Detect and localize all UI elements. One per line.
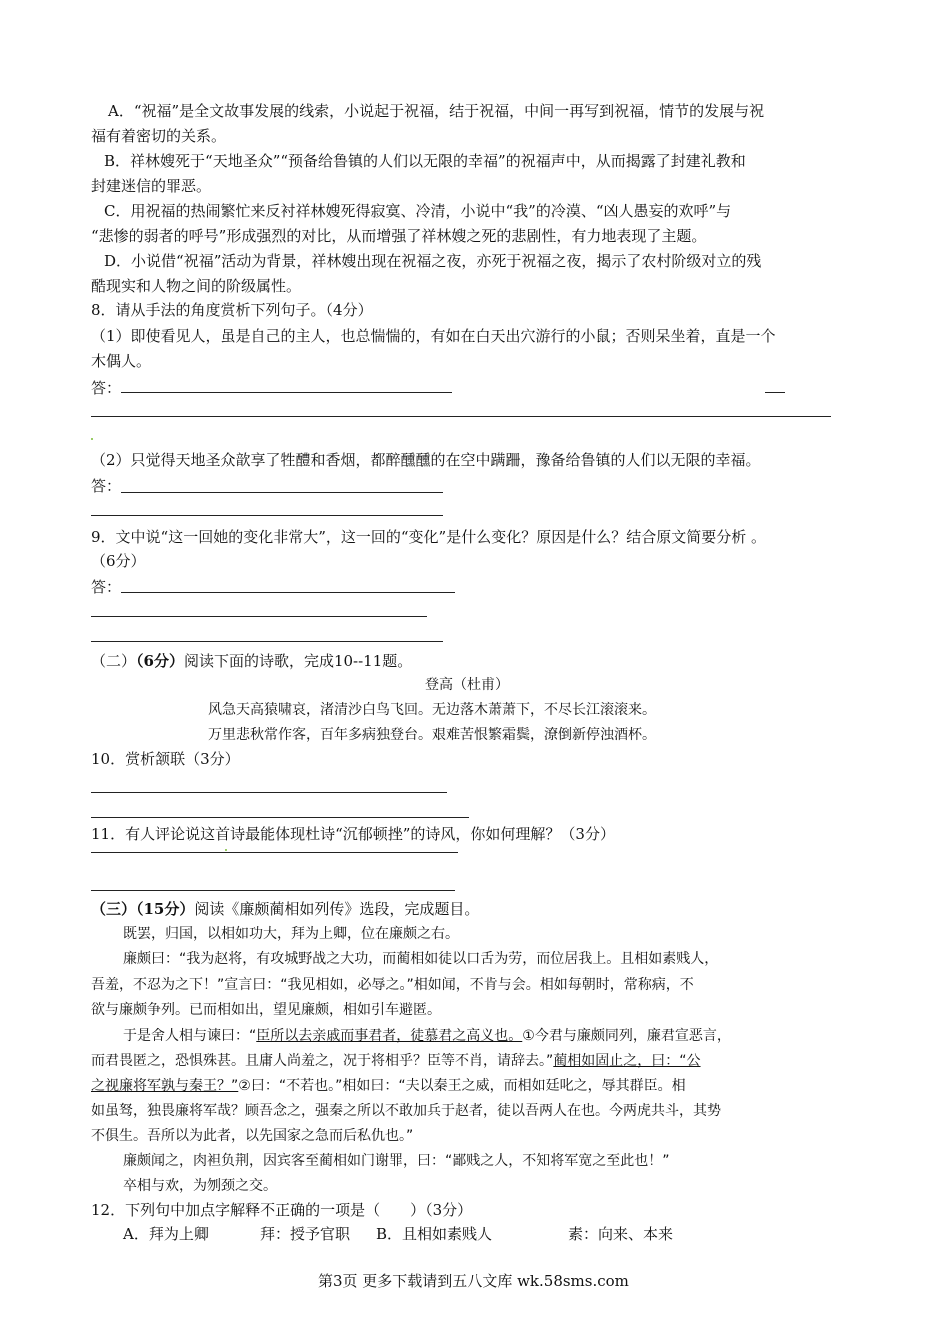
stray-mark: [225, 849, 227, 851]
option-a-line2: 福有着密切的关系。: [91, 127, 227, 145]
passage-text: ①今君与廉颇同列，廉君宣恶言，: [522, 1028, 731, 1044]
option-b-line1: B．祥林嫂死于“天地圣众”“预备给鲁镇的人们以无限的幸福”的祝福声中，从而揭露了封建礼教和: [104, 152, 746, 170]
stray-mark: [91, 438, 93, 440]
section-3-heading: [91, 899, 479, 919]
passage-paragraph-3-line5: 不俱生。吾所以为此者，以先国家之急而后私仇也。”: [91, 1128, 414, 1144]
option-a-line1: A．“祝福”是全文故事发展的线索，小说起于祝福，结于祝福，中间一再写到祝福，情节的发展与祝: [108, 102, 765, 120]
passage-text: ②曰：“不若也。”相如曰：“夫以秦王之威，而相如廷叱之，辱其群臣。相: [238, 1078, 686, 1094]
option-d-line2: 酷现实和人物之间的阶级属性。: [91, 277, 302, 295]
answer-line[interactable]: [765, 392, 785, 393]
passage-paragraph-2-line2: 吾羞，不忍为之下！”宣言曰：“我见相如，必辱之。”相如闻，不肯与会。相如每朝时，常称病，不: [91, 977, 694, 993]
question-12-option-a: A．拜为上卿: [123, 1225, 209, 1243]
question-9-answer-label: 答：: [91, 578, 122, 596]
poem-line-1: 风急天高猿啸哀，渚清沙白鸟飞回。无边落木萧萧下，不尽长江滚滚来。: [208, 702, 656, 718]
question-12-stem: 12．下列句中加点字解释不正确的一项是（ ）（3分）: [91, 1201, 473, 1219]
answer-line[interactable]: [91, 416, 831, 417]
passage-paragraph-4: 廉颇闻之，肉袒负荆，因宾客至蔺相如门谢罪，曰：“鄙贱之人，不知将军宽之至此也！”: [123, 1153, 670, 1169]
section-2-score: （6分）: [136, 652, 184, 670]
question-12-option-b: B．且相如素贱人: [376, 1225, 493, 1243]
answer-line[interactable]: [91, 641, 443, 642]
section-2-heading: [91, 651, 412, 671]
section-2-prefix: （二）: [91, 652, 137, 670]
option-c-line2: “悲惨的弱者的呼号”形成强烈的对比，从而增强了祥林嫂之死的悲剧性，有力地表现了主题。: [91, 227, 707, 245]
answer-line[interactable]: [91, 515, 443, 516]
question-12-gloss-a: 拜：授予官职: [260, 1225, 351, 1243]
section-2-instruction: 阅读下面的诗歌，完成10--11题。: [183, 652, 413, 670]
question-8-title: 8．请从手法的角度赏析下列句子。（4分）: [91, 301, 373, 319]
passage-paragraph-3-line1: [123, 1026, 731, 1046]
passage-paragraph-5: 卒相与欢，为刎颈之交。: [123, 1178, 277, 1194]
passage-paragraph-3-line2: [91, 1051, 701, 1071]
question-8-answer-label-1: 答：: [91, 379, 122, 397]
answer-line[interactable]: [91, 852, 458, 853]
question-12-gloss-b: 素：向来、本来: [568, 1225, 674, 1243]
page-footer: 第3页 更多下载请到五八文库 wk.58sms.com: [318, 1272, 629, 1290]
answer-line[interactable]: [121, 392, 452, 393]
question-8-sentence1-line1: （1）即使看见人，虽是自己的主人，也总惴惴的，有如在白天出穴游行的小鼠；否则呆坐着，直是一个: [91, 327, 776, 345]
passage-text: 于是舍人相与谏曰：“: [123, 1028, 257, 1044]
underlined-sentence: 蔺相如固止之，曰：“公: [553, 1053, 701, 1069]
question-11: 11．有人评论说这首诗最能体现杜诗“沉郁顿挫”的诗风，你如何理解？（3分）: [91, 825, 615, 843]
question-9-line2: （6分）: [91, 552, 146, 570]
question-8-sentence2: （2）只觉得天地圣众歆享了牲醴和香烟，都醉醺醺的在空中蹒跚，豫备给鲁镇的人们以无限的幸福。: [91, 451, 761, 469]
passage-text: 而君畏匿之，恐惧殊甚。且庸人尚羞之，况于将相乎？臣等不肖，请辞去。”: [91, 1053, 554, 1069]
poem-title: 登高（杜甫）: [425, 677, 509, 693]
passage-paragraph-3-line4: 如虽驽，独畏廉将军哉？顾吾念之，强秦之所以不敢加兵于赵者，徒以吾两人在也。今两虎共斗，其势: [91, 1103, 721, 1119]
question-9-line1: 9．文中说“这一回她的变化非常大”，这一回的“变化”是什么变化？原因是什么？结合原文简要分析 。: [91, 528, 766, 546]
answer-line[interactable]: [121, 492, 443, 493]
passage-paragraph-1: 既罢，归国，以相如功大，拜为上卿，位在廉颇之右。: [123, 926, 459, 942]
answer-line[interactable]: [91, 616, 427, 617]
underlined-sentence: 臣所以去亲戚而事君者，徒慕君之高义也。: [256, 1028, 523, 1044]
option-b-line2: 封建迷信的罪恶。: [91, 177, 212, 195]
answer-line[interactable]: [91, 792, 447, 793]
passage-paragraph-2-line1: 廉颇曰：“我为赵将，有攻城野战之大功，而蔺相如徒以口舌为劳，而位居我上。且相如素贱人，: [123, 951, 719, 967]
answer-line[interactable]: [91, 890, 455, 891]
section-3-instruction: 阅读《廉颇蔺相如列传》选段，完成题目。: [194, 900, 480, 918]
answer-line[interactable]: [91, 817, 469, 818]
question-10: 10．赏析颔联（3分）: [91, 750, 240, 768]
question-8-sentence1-line2: 木偶人。: [91, 352, 152, 370]
underlined-sentence: 之视廉将军孰与秦王？”: [91, 1078, 239, 1094]
section-3-prefix: （三）（15分）: [91, 900, 195, 918]
option-c-line1: C．用祝福的热闹繁忙来反衬祥林嫂死得寂寞、冷清，小说中“我”的冷漠、“凶人愚妄的欢呼”与: [104, 202, 732, 220]
answer-line[interactable]: [121, 592, 455, 593]
option-d-line1: D．小说借“祝福”活动为背景，祥林嫂出现在祝福之夜，亦死于祝福之夜，揭示了农村阶级对立的残: [104, 252, 762, 270]
passage-paragraph-2-line3: 欲与廉颇争列。已而相如出，望见廉颇，相如引车避匿。: [91, 1002, 441, 1018]
poem-line-2: 万里悲秋常作客，百年多病独登台。艰难苦恨繁霜鬓，潦倒新停浊酒杯。: [208, 727, 656, 743]
passage-paragraph-3-line3: [91, 1076, 686, 1096]
question-8-answer-label-2: 答：: [91, 477, 122, 495]
